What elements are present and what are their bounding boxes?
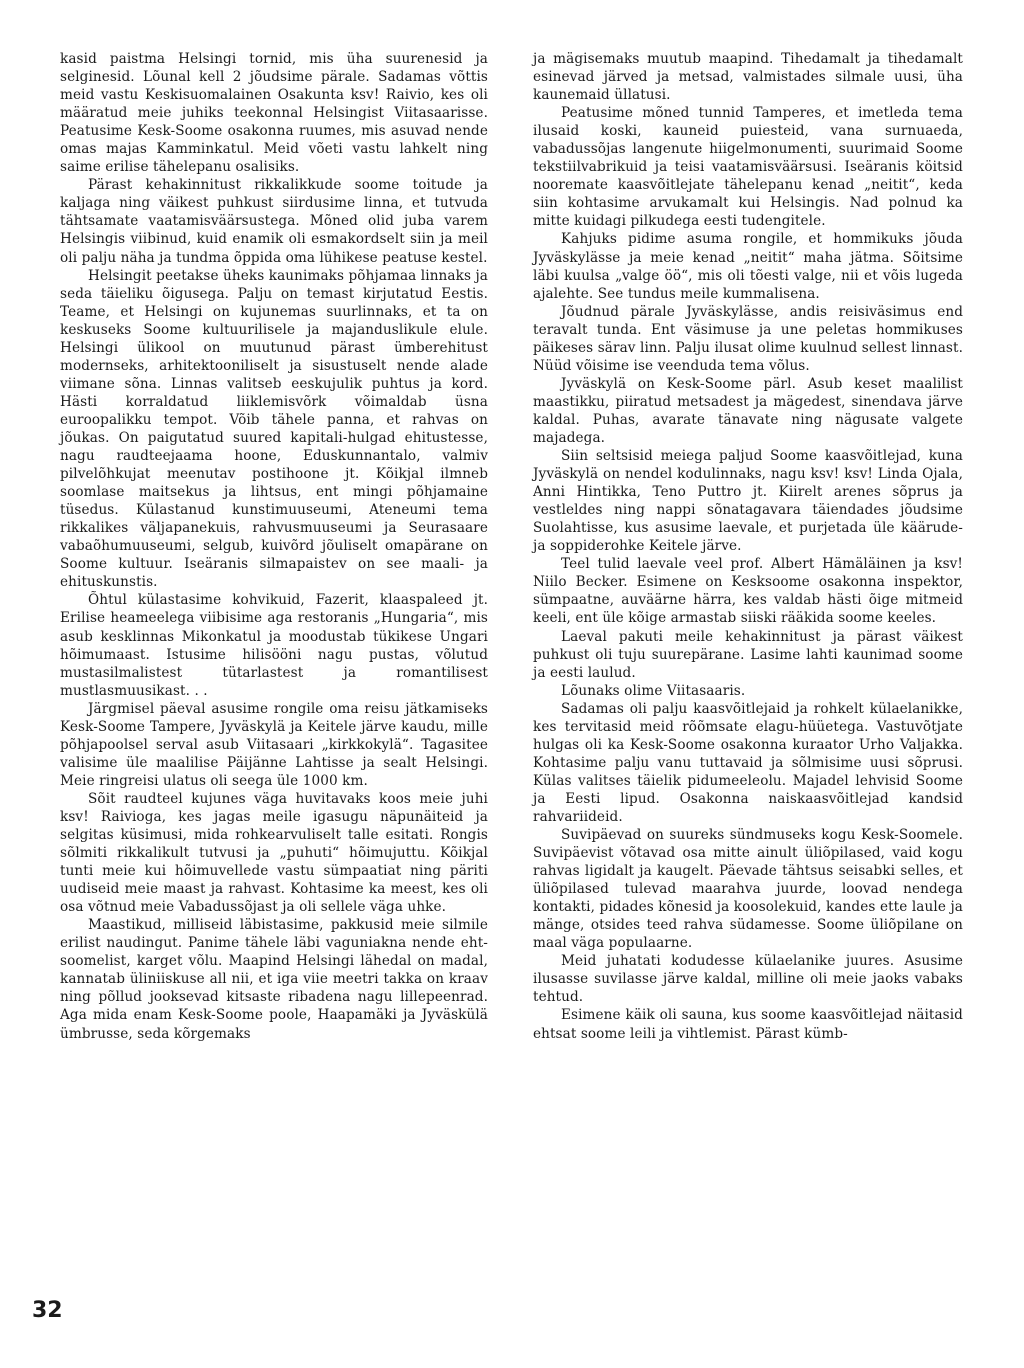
paragraph: Esimene käik oli sauna, kus soome kaasvõitlejad näitasid ehtsat soome leili ja vihtlemist. Pärast kümb- bbox=[533, 1007, 963, 1042]
paragraph: Siin seltsisid meiega paljud Soome kaasvõitlejad, kuna Jyväskylä on nendel kodulinnaks, nagu ksv! ksv! Linda Ojala, Anni Hintikka, Teno Puttro jt. Kiirelt arenes sõprus ja vestleldes ning nappi sõnatagavara täiendades jõudsime Suolahtisse, kus asusime laevale, et purjetada üle käärude- ja soppiderohke Keitele järve. bbox=[533, 448, 963, 555]
paragraph: Maastikud, milliseid läbistasime, pakkusid meie silmile erilist naudingut. Panime tähele läbi vaguniakna nende eht-soomelist, karget võlu. Maapind Helsingi lähedal on madal, kannatab üliniiskuse all nii, et iga viie meetri takka on kraav ning põllud jooksevad kitsaste ribadena nagu lillepeenrad. Aga mida enam Kesk-Soome poole, Haapamäki ja Jyväskülä ümbrusse, seda kõrgemaks bbox=[60, 917, 488, 1042]
paragraph: Sadamas oli palju kaasvõitlejaid ja rohkelt külaelanikke, kes tervitasid meid rõõmsate elagu-hüüetega. Vastuvõtjate hulgas oli ka Kesk-Soome osakonna kuraator Urho Valjakka. Kohtasime palju vanu tuttavaid ja sõlmisime uusi sõprusi. Külas valitses täielik pidumeeleolu. Majadel lehvisid Soome ja Eesti lipud. Osakonna naiskaasvõitlejad kandsid rahvariideid. bbox=[533, 700, 963, 825]
paragraph: Kahjuks pidime asuma rongile, et hommikuks jõuda Jyväskylässe ja meie kenad „neitit“ maha jätma. Sõitsime läbi kuulsa „valge öö“, mis oli tõesti valge, nii et võis lugeda ajalehte. See tundus meile kummalisena. bbox=[533, 231, 963, 302]
paragraph: Jyväskylä on Kesk-Soome pärl. Asub keset maalilist maastikku, piiratud metsadest ja mägedest, sinendava järve kaldal. Puhas, avarate tänavate ning nägusate valgete majadega. bbox=[533, 375, 963, 446]
paragraph: Peatusime mõned tunnid Tamperes, et imetleda tema ilusaid koski, kauneid puiesteid, vana surnuaeda, vabadussõjas langenute hiigelmonumenti, suurimaid Soome tekstiilvabrikuid ja teisi vaatamisväärsusi. Iseäranis köitsid noorematе kaasvõitlejate tähelepanu kenad „neitit“, keda siin kohtasime arvukamalt kui Helsingis. Nad polnud ka mitte kuidagi pilkudega eesti tudengitele. bbox=[533, 105, 963, 230]
paragraph: Laeval pakuti meile kehakinnitust ja pärast väikest puhkust oli tuju suurepärane. Lasime lahti kaunimad soome ja eesti laulud. bbox=[533, 628, 963, 681]
paragraph: Järgmisel päeval asusime rongile oma reisu jätkamiseks Kesk-Soome Tampere, Jyväskylä ja Keitele järve kaudu, mille põhjapoolsel serval asub Viitasaari „kirkkokylä“. Tagasitee valisime üle maalilise Päijänne Lahtisse ja sealt Helsingi. Meie ringreisi ulatus oli seega üle 1000 km. bbox=[60, 700, 488, 789]
paragraph: Lõunaks olime Viitasaaris. bbox=[561, 682, 746, 699]
paragraph: Sõit raudteel kujunes väga huvitavaks koos meie juhi ksv! Raiviogа, kes jagas meile igasugu näpunäiteid ja selgitas küsimusi, mida rohkearvuliselt talle esitati. Rongis sõlmiti rikkalikult tutvusi ja „puhuti“ hõimujuttu. Kõikjal tunti meie kui hõimuvellede vastu sümpaatiat ning päriti uudiseid meie maast ja rahvast. Kohtasime ka meest, kes oli osa võtnud meie Vabadussõjast ja oli sellele väga uhke. bbox=[60, 790, 488, 916]
paragraph: Suvipäevad on suureks sündmuseks kogu Kesk-Soomele. Suvipäevist võtavad osa mitte ainult üliõpilased, vaid kogu rahvas ligidalt ja kaugelt. Päevade tähtsus seisabki selles, et üliõpilased tulevad maarahva juurde, loovad nendega kontakti, pidades kõnesid ja koosolekuid, kandes ette laule ja mänge, otsides teed rahva südamesse. Soome üliõpilane on maal väga populaarne. bbox=[533, 827, 963, 952]
left-column bbox=[60, 50, 488, 1043]
paragraph: Jõudnud pärale Jyväskylässe, andis reisiväsimus end teravalt tunda. Ent väsimuse ja une peletas hommikuses päikeses särav linn. Palju ilusat olime kuulnud sellest linnast. Nüüd võisime ise veenduda tema võlus. bbox=[533, 303, 963, 374]
paragraph: Helsingit peetakse üheks kaunimaks põhjamaa linnaks ja seda täieliku õigusega. Palju on temast kirjutatud Eestis. Teame, et Helsingi on kujunemas suurlinnaks, et ta on keskuseks Soome kultuurilisele ja majanduslikule elule. Helsingi ülikool on muutunud pärast ümberehitust modernseks, arhitektooniliselt ja sisustuselt nende alade viimane sõna. Linnas valitseb eeskujulik puhtus ja kord. Hästi korraldatud liiklemisvõrk võimaldab üsna euroopalikku tempot. Võib tähele panna, et rahvas on jõukas. On paigutatud suured kapitali-hulgad ehitustesse, nagu raudteejaama hoone, Eduskunnantalo, valmiv pilvelõhkujat meenutav postihoone jt. Kõikjal ilmneb soomlase maitsekus ja lihtsus, ent mingi põhjamaine tüsedus. Külastanud kunstimuuseumi, Ateneumi tema rikkalikes väljapanekuis, rahvusmuuseumi ja Seurasaare vabaõhumuuseumi, selgub, kuivõrd jõuliselt omapärane on Soome kultuur. Iseäranis silmapaistev on see maali- ja ehituskunstis. bbox=[60, 267, 488, 591]
page-number: 32 bbox=[32, 1298, 63, 1323]
right-column bbox=[533, 50, 963, 1043]
paragraph: Meid juhatati kodudesse külaelanike juures. Asusime ilusasse suvilasse järve kaldal, milline oli meie jaoks vabaks tehtud. bbox=[533, 953, 963, 1006]
paragraph: Õhtul külastasime kohvikuid, Fazerit, klaaspaleed jt. Erilise heameelega viibisime aga restoranis „Hungaria“, mis asub kesklinnas Mikonkatul ja moodustab tükikese Ungari hõimumaast. Istusime hilisööni nagu pustas, võlutud mustasilmalistest tütarlastest ja romantilisest mustlasmuusikast. . . bbox=[60, 592, 488, 699]
paragraph: kasid paistma Helsingi tornid, mis üha suurenesid ja selginesid. Lõunal kell 2 jõudsime pärale. Sadamas võttis meid vastu Keskisuomalainen Osakunta ksv! Raivio, kes oli määratud meie juhiks teekonnal Helsingist Viitasaarisse. Peatusime Kesk-Soome osakonna ruumes, mis asuvad nende omas majas Kamminkatul. Meid võeti vastu lahkelt ning saime erilise tähelepanu osalisiks. bbox=[60, 51, 488, 176]
paragraph: Teel tulid laevale veel prof. Albert Hämäläinen ja ksv! Niilo Becker. Esimene on Kesksoome osakonna inspektor, sümpaatne, auväärne härra, kes valdab hästi õige mitmeid keeli, ent üle kõige armastab siiski rääkida soome keeles. bbox=[533, 556, 963, 627]
paragraph: Pärast kehakinnitust rikkalikkude soome toitude ja kaljaga ning väikest puhkust siirdusime linna, et tutvuda tähtsamate vaatamisväärsustega. Mõned olid juba varem Helsingis viibinud, kuid enamik oli esmakordselt siin ja meil oli palju näha ja tundma õppida oma lühikese peatuse kestel. bbox=[60, 177, 488, 266]
paragraph: ja mägisemaks muutub maapind. Tihedamalt ja tihedamalt esinevad järved ja metsad, valmistades silmale uusi, üha kaunemaid üllatusi. bbox=[533, 51, 963, 104]
